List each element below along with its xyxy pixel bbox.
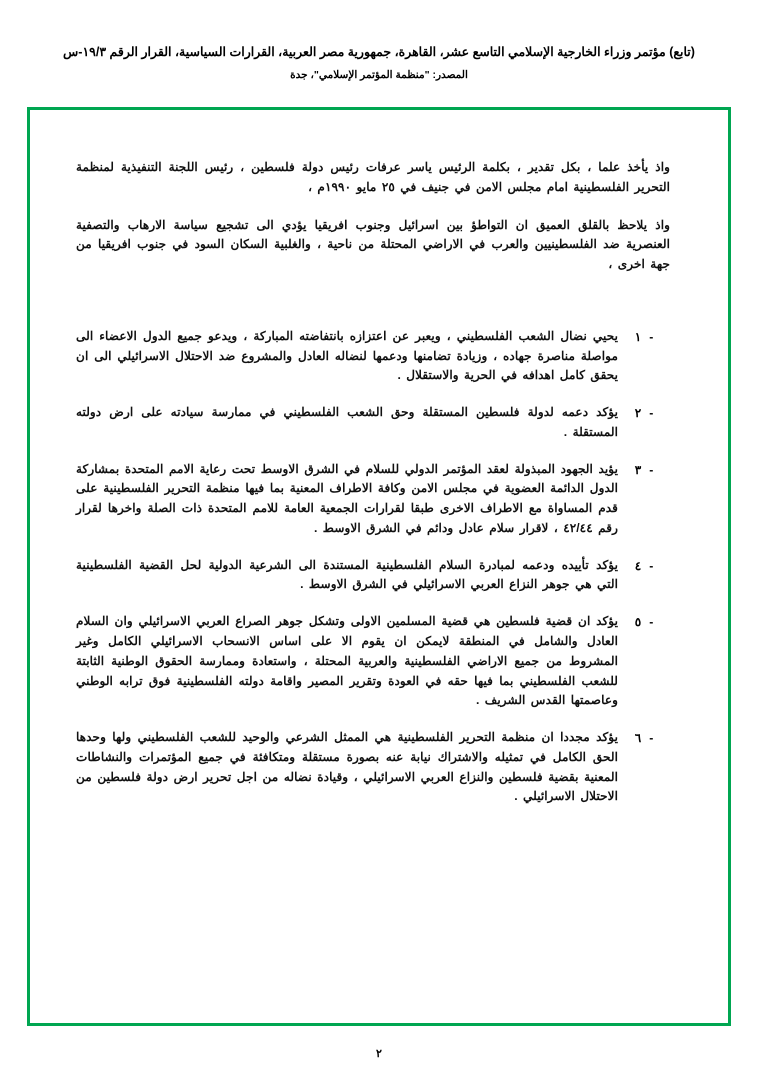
clause-index: ٦ [634, 731, 642, 746]
clause-item [76, 612, 670, 711]
clause-index: ٥ [634, 615, 642, 630]
clause-index: ٣ [634, 462, 642, 477]
clause-text: يؤكد ان قضية فلسطين هي قضية المسلمين الاولى وتشكل جوهر الصراع العربي الاسرائيلي وان السلام العادل والشامل في المنطقة لايمكن ان يقوم الا على اساس الانسحاب الاسرائيلي الكامل وغير المشروط من جميع الاراضي الفلسطينية والعربية المحتلة ، واستعادة وممارسة الحقوق الوطنية الثابتة للشعب الفلسطيني بما فيها حقه في العودة وتقرير المصير واقامة دولته الفلسطينية فوق ترابه الوطني وعاصمتها القدس الشريف . [76, 614, 618, 708]
content-frame [27, 107, 731, 1026]
page-title: (تابع) مؤتمر وزراء الخارجية الإسلامي التاسع عشر، القاهرة، جمهورية مصر العربية، القرارات السياسية، القرار الرقم ١٩/٣-س [63, 45, 695, 59]
clause-text: يؤكد دعمه لدولة فلسطين المستقلة وحق الشعب الفلسطيني في ممارسة سيادته على ارض دولته المستقلة . [76, 405, 618, 439]
clause-number [618, 728, 670, 749]
clause-text: يحيي نضال الشعب الفلسطيني ، ويعبر عن اعتزازه بانتفاضته المباركة ، ويدعو جميع الدول الاعضاء الى مواصلة مناصرة جهاده ، وزيادة تضامنها ودعمها لنضاله العادل والمشروع ضد الاحتلال الاسرائيلي الى ان يحقق كامل اهدافه في الحرية والاستقلال . [76, 328, 618, 383]
page-header [0, 0, 758, 81]
clause-text: يؤكد مجددا ان منظمة التحرير الفلسطينية هي الممثل الشرعي والوحيد للشعب الفلسطيني ولها وحدها الحق الكامل في تمثيله والاشتراك نيابة عنه بصورة مستقلة ومتكافئة في جميع المؤتمرات والنشاطات المعنية بقضية فلسطين والنزاع العربي الاسرائيلي ، وقيادة نضاله من اجل تحرير ارض دولة فلسطين من الاحتلال الاسرائيلي . [76, 730, 618, 804]
source-line: المصدر: "منظمة المؤتمر الإسلامي"، جدة [290, 68, 468, 81]
clause-number [618, 612, 670, 633]
clause-dash: - [649, 329, 654, 344]
preamble-paragraph-2: واذ يلاحظ بالقلق العميق ان التواطؤ بين اسرائيل وجنوب افريقيا يؤدي الى تشجيع سياسة الارهاب والتصفية العنصرية ضد الفلسطينيين والعرب في الاراضي المحتلة من ناحية ، والغلبية السكان السود في جنوب افريقيا من جهة اخرى ، [76, 217, 670, 272]
clause-dash: - [649, 558, 654, 573]
page-number: ٢ [376, 1048, 382, 1060]
clause-number [618, 460, 670, 481]
clause-text: يؤكد تأييده ودعمه لمبادرة السلام الفلسطينية المستندة الى الشرعية الدولية لحل القضية الفلسطينية التي هي جوهر النزاع العربي الاسرائيلي في الشرق الاوسط . [76, 557, 618, 592]
clause-index: ٢ [634, 406, 642, 421]
preamble-paragraph-1: واذ يأخذ علما ، بكل تقدير ، بكلمة الرئيس ياسر عرفات رئيس دولة فلسطين ، رئيس اللجنة التنفيذية لمنظمة التحرير الفلسطينية امام مجلس الامن في جنيف في ٢٥ مايو ١٩٩٠م ، [76, 160, 670, 194]
clause-number [618, 327, 670, 348]
clause-dash: - [649, 462, 654, 477]
clause-item [76, 556, 670, 596]
clause-dash: - [649, 406, 654, 421]
clause-item [76, 728, 670, 807]
clause-item [76, 460, 670, 539]
clause-dash: - [649, 731, 654, 746]
clause-text: يؤيد الجهود المبذولة لعقد المؤتمر الدولي للسلام في الشرق الاوسط تحت رعاية الامم المتحدة بمشاركة الدول الدائمة العضوية في مجلس الامن وكافة الاطراف المعنية بما فيها منظمة التحرير الفلسطينية على قدم المساواة مع الاطراف الاخرى طبقا لقرارات الجمعية العامة للامم المتحدة ذات الصلة واخرها لقرار رقم ٤٢/٤٤ ، لاقرار سلام عادل ودائم في الشرق الاوسط . [76, 461, 618, 535]
clause-item [76, 327, 670, 386]
clause-number [618, 556, 670, 577]
clause-index: ١ [634, 329, 642, 344]
clause-number [618, 403, 670, 424]
clause-item [76, 403, 670, 443]
content-body [30, 110, 728, 844]
clause-dash: - [649, 615, 654, 630]
section-spacer [76, 293, 670, 327]
clause-index: ٤ [634, 558, 642, 573]
